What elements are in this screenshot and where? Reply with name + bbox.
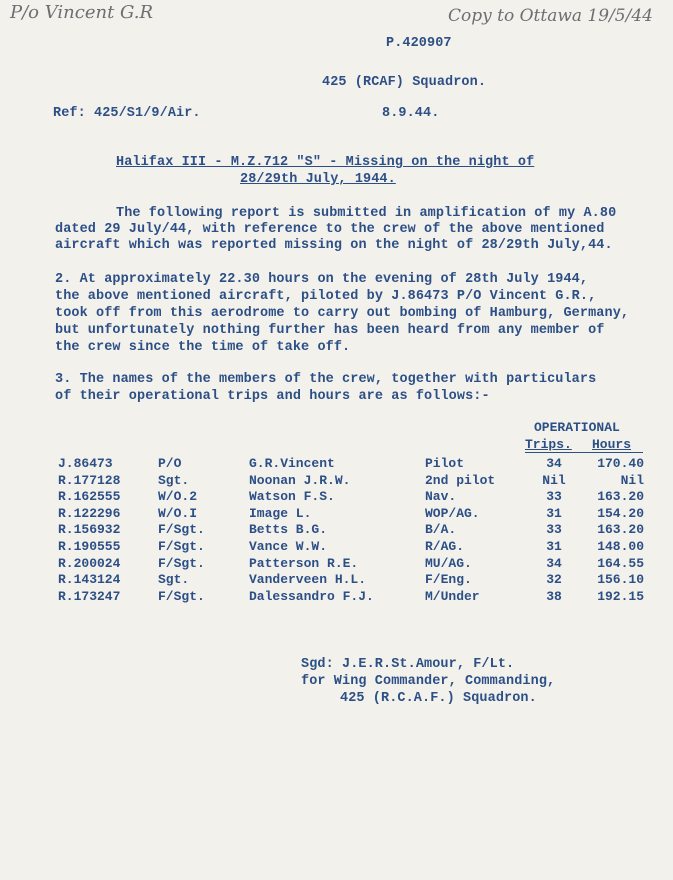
paragraph-1-line-2: dated 29 July/44, with reference to the crew of the above mentioned xyxy=(55,222,605,237)
crew-hours: 156.10 xyxy=(597,572,644,588)
paragraph-2-line-4: but unfortunately nothing further has been heard from any member of xyxy=(55,323,605,338)
table-header-rule xyxy=(525,452,643,453)
crew-role: MU/AG. xyxy=(425,555,472,571)
crew-rank: F/Sgt. xyxy=(158,522,205,538)
paragraph-2-line-2: the above mentioned aircraft, piloted by J.86473 P/O Vincent G.R., xyxy=(55,289,597,304)
crew-rank: F/Sgt. xyxy=(158,588,205,604)
crew-trips: Nil xyxy=(542,472,566,488)
paragraph-1-line-3: aircraft which was reported missing on the night of 28/29th July,44. xyxy=(55,238,613,253)
reference-code: Ref: 425/S1/9/Air. xyxy=(53,106,201,121)
crew-trips: 31 xyxy=(546,505,562,521)
crew-role: 2nd pilot xyxy=(425,472,496,488)
crew-hours: 148.00 xyxy=(597,539,644,554)
squadron-heading: 425 (RCAF) Squadron. xyxy=(322,75,487,90)
crew-trips: 33 xyxy=(546,489,562,505)
crew-number: R.190555 xyxy=(58,539,121,554)
crew-number: R.200024 xyxy=(58,555,121,571)
paragraph-2-line-1: 2. At approximately 22.30 hours on the evening of 28th July 1944, xyxy=(55,272,589,287)
crew-trips: 34 xyxy=(546,456,562,471)
paragraph-3-line-1: 3. The names of the members of the crew, together with particulars xyxy=(55,372,597,387)
crew-trips: 32 xyxy=(546,572,562,588)
crew-rank: P/O xyxy=(158,456,182,471)
paragraph-1-line-1: The following report is submitted in amplification of my A.80 xyxy=(116,206,617,221)
crew-number: R.143124 xyxy=(58,572,121,588)
file-reference: P.420907 xyxy=(386,36,452,51)
crew-trips: 31 xyxy=(546,539,562,554)
crew-name: Patterson R.E. xyxy=(249,555,359,571)
handwritten-note-top-left: P/o Vincent G.R xyxy=(10,2,154,23)
crew-name: Betts B.G. xyxy=(249,522,328,538)
crew-rank: W/O.2 xyxy=(158,489,198,505)
crew-rank: Sgt. xyxy=(158,572,190,588)
crew-name: Vanderveen H.L. xyxy=(249,572,367,588)
crew-trips: 34 xyxy=(546,555,562,571)
crew-role: Nav. xyxy=(425,489,457,505)
paragraph-3-line-2: of their operational trips and hours are as follows:- xyxy=(55,389,490,404)
document-date: 8.9.44. xyxy=(382,106,440,121)
crew-hours: 154.20 xyxy=(597,505,644,521)
crew-hours: 163.20 xyxy=(597,522,644,538)
crew-trips: 33 xyxy=(546,522,562,538)
crew-rank: W/O.I xyxy=(158,505,198,521)
crew-hours: 164.55 xyxy=(597,555,644,571)
crew-role: B/A. xyxy=(425,522,457,538)
table-header-trips: Trips. xyxy=(525,437,572,452)
handwritten-note-top-right: Copy to Ottawa 19/5/44 xyxy=(448,6,653,26)
crew-name: Image L. xyxy=(249,505,312,521)
crew-number: R.156932 xyxy=(58,522,121,538)
crew-name: Vance W.W. xyxy=(249,539,328,554)
crew-number: R.177128 xyxy=(58,472,121,488)
crew-hours: 163.20 xyxy=(597,489,644,505)
signature-line-1: Sgd: J.E.R.St.Amour, F/Lt. xyxy=(301,657,515,672)
paragraph-2-line-3: took off from this aerodrome to carry out bombing of Hamburg, Germany, xyxy=(55,306,630,321)
crew-name: Dalessandro F.J. xyxy=(249,588,374,604)
crew-name: Watson F.S. xyxy=(249,489,335,505)
subject-line-1: Halifax III - M.Z.712 "S" - Missing on the night of xyxy=(116,155,535,170)
crew-rank: Sgt. xyxy=(158,472,190,488)
crew-role: Pilot xyxy=(425,456,465,471)
crew-role: F/Eng. xyxy=(425,572,472,588)
signature-line-3: 425 (R.C.A.F.) Squadron. xyxy=(340,691,537,706)
paragraph-2-line-5: the crew since the time of take off. xyxy=(55,340,351,355)
crew-number: R.162555 xyxy=(58,489,121,505)
crew-rank: F/Sgt. xyxy=(158,555,205,571)
crew-role: M/Under xyxy=(425,588,480,604)
crew-rank: F/Sgt. xyxy=(158,539,205,554)
signature-line-2: for Wing Commander, Commanding, xyxy=(301,674,556,689)
crew-role: WOP/AG. xyxy=(425,505,480,521)
crew-trips: 38 xyxy=(546,588,562,604)
table-header-hours: Hours xyxy=(592,437,632,452)
crew-name: Noonan J.R.W. xyxy=(249,472,351,488)
crew-hours: 170.40 xyxy=(597,456,644,471)
subject-line-2: 28/29th July, 1944. xyxy=(240,172,396,187)
crew-name: G.R.Vincent xyxy=(249,456,335,471)
table-group-header: OPERATIONAL xyxy=(534,420,620,435)
crew-number: R.122296 xyxy=(58,505,121,521)
crew-role: R/AG. xyxy=(425,539,465,554)
crew-hours: Nil xyxy=(620,472,644,488)
crew-number: R.173247 xyxy=(58,588,121,604)
crew-hours: 192.15 xyxy=(597,588,644,604)
crew-number: J.86473 xyxy=(58,456,113,471)
